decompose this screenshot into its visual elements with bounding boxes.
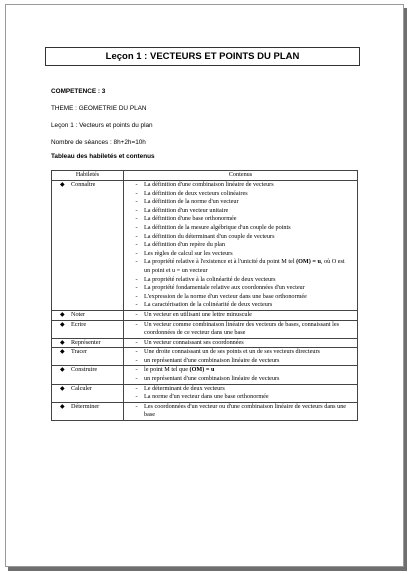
content-text: un représentant d'une combinaison linéaire de vecteurs bbox=[144, 356, 280, 364]
table-header-row bbox=[52, 171, 358, 181]
list-item bbox=[126, 393, 355, 402]
skill-cell bbox=[52, 348, 124, 366]
content-text: La définition d'un vecteur unitaire bbox=[144, 206, 229, 214]
skills-table bbox=[51, 170, 358, 421]
list-item bbox=[126, 321, 355, 338]
list-item bbox=[126, 233, 355, 242]
theme-label: THEME : GEOMETRIE DU PLAN bbox=[51, 105, 147, 112]
dash-marker: - bbox=[135, 301, 138, 309]
content-text: La propriété relative à la colinéarité de deux vecteurs bbox=[144, 275, 276, 283]
list-item bbox=[126, 366, 355, 375]
skill-cell bbox=[52, 366, 124, 384]
dash-marker: - bbox=[135, 249, 138, 257]
list-item bbox=[126, 301, 355, 310]
skill-label: Calculer bbox=[71, 384, 92, 392]
content-text: La définition de la norme d'un vecteur bbox=[144, 198, 239, 206]
contents-cell bbox=[124, 181, 358, 311]
content-text: La définition de deux vecteurs colinéaires bbox=[144, 189, 248, 197]
table-caption: Tableau des habiletés et contenus bbox=[51, 153, 155, 160]
content-text: La définition d'un repère du plan bbox=[144, 241, 226, 249]
skill-label: Représenter bbox=[71, 338, 101, 346]
diamond-bullet-icon: ◆ bbox=[60, 403, 65, 410]
table-row bbox=[52, 348, 358, 366]
dash-marker: - bbox=[135, 189, 138, 197]
skill-label: Construire bbox=[71, 366, 98, 374]
content-text: Les règles de calcul sur les vecteurs bbox=[144, 249, 233, 257]
dash-marker: - bbox=[135, 384, 138, 392]
diamond-bullet-icon: ◆ bbox=[60, 349, 65, 356]
diamond-bullet-icon: ◆ bbox=[60, 339, 65, 346]
list-item bbox=[126, 339, 355, 348]
dash-marker: - bbox=[135, 241, 138, 249]
header-contents: Contenus bbox=[124, 171, 358, 181]
skill-label: Connaître bbox=[71, 181, 96, 188]
dash-marker: - bbox=[135, 320, 138, 328]
dash-marker: - bbox=[135, 393, 138, 401]
content-text: Une droite connaissant un de ses points et un de ses vecteurs directeurs bbox=[144, 348, 320, 356]
skill-cell bbox=[52, 338, 124, 348]
list-item bbox=[126, 215, 355, 224]
dash-marker: - bbox=[135, 366, 138, 374]
content-text: Un vecteur comme combinaison linéaire des vecteurs de bases, connaissant les coordonnées de ce vecteur dans une base bbox=[144, 320, 340, 337]
content-text: Un vecteur en utilisant une lettre minuscule bbox=[144, 310, 252, 318]
table-row bbox=[52, 181, 358, 311]
dash-marker: - bbox=[135, 284, 138, 292]
list-item bbox=[126, 385, 355, 394]
dash-marker: - bbox=[135, 375, 138, 383]
sessions-label: Nombre de séances : 8h+2h=10h bbox=[51, 139, 146, 146]
content-text: La caractérisation de la colinéarité de deux vecteurs bbox=[144, 301, 273, 309]
dash-marker: - bbox=[135, 206, 138, 214]
contents-cell bbox=[124, 402, 358, 420]
skill-cell bbox=[52, 310, 124, 320]
list-item bbox=[126, 375, 355, 384]
dash-marker: - bbox=[135, 198, 138, 206]
table-row bbox=[52, 338, 358, 348]
skill-label: Ecrire bbox=[71, 320, 87, 328]
content-text: La définition d'une combinaison linéaire de vecteurs bbox=[144, 181, 274, 188]
skill-cell bbox=[52, 384, 124, 402]
table-row bbox=[52, 320, 358, 338]
list-item bbox=[126, 181, 355, 190]
list-item bbox=[126, 403, 355, 420]
list-item bbox=[126, 357, 355, 366]
content-text: La définition d'une base orthonormée bbox=[144, 215, 237, 223]
dash-marker: - bbox=[135, 258, 138, 266]
diamond-bullet-icon: ◆ bbox=[60, 385, 65, 392]
table-row bbox=[52, 310, 358, 320]
list-item bbox=[126, 311, 355, 320]
skill-label: Tracer bbox=[71, 348, 87, 356]
dash-marker: - bbox=[135, 223, 138, 231]
content-text: La norme d'un vecteur dans une base orthonormée bbox=[144, 393, 269, 401]
list-item bbox=[126, 276, 355, 285]
header-skills: Habiletés bbox=[52, 171, 124, 181]
list-item bbox=[126, 250, 355, 259]
content-text: un représentant d'une combinaison linéaire de vecteurs bbox=[144, 375, 280, 383]
content-text: le point M tel que (OM) = u bbox=[144, 366, 215, 374]
table-body bbox=[52, 181, 358, 421]
dash-marker: - bbox=[135, 402, 138, 410]
dash-marker: - bbox=[135, 215, 138, 223]
table-row bbox=[52, 366, 358, 384]
contents-cell bbox=[124, 366, 358, 384]
lesson-label: Leçon 1 : Vecteurs et points du plan bbox=[51, 122, 153, 129]
dash-marker: - bbox=[135, 292, 138, 300]
skill-label: Noter bbox=[71, 310, 86, 318]
contents-cell bbox=[124, 348, 358, 366]
skill-cell bbox=[52, 181, 124, 311]
list-item bbox=[126, 241, 355, 250]
dash-marker: - bbox=[135, 338, 138, 346]
dash-marker: - bbox=[135, 310, 138, 318]
dash-marker: - bbox=[135, 275, 138, 283]
list-item bbox=[126, 258, 355, 275]
table-row bbox=[52, 402, 358, 420]
content-text: Les coordonnées d'un vecteur ou d'une combinaison linéaire de vecteurs dans une base bbox=[144, 402, 347, 419]
list-item bbox=[126, 190, 355, 199]
contents-cell bbox=[124, 320, 358, 338]
dash-marker: - bbox=[135, 181, 138, 188]
table-row bbox=[52, 384, 358, 402]
list-item bbox=[126, 293, 355, 302]
list-item bbox=[126, 224, 355, 233]
list-item bbox=[126, 207, 355, 216]
diamond-bullet-icon: ◆ bbox=[60, 367, 65, 374]
list-item bbox=[126, 348, 355, 357]
diamond-bullet-icon: ◆ bbox=[60, 321, 65, 328]
skill-cell bbox=[52, 320, 124, 338]
diamond-bullet-icon: ◆ bbox=[60, 182, 65, 188]
list-item bbox=[126, 198, 355, 207]
diamond-bullet-icon: ◆ bbox=[60, 311, 65, 318]
content-text: La propriété fondamentale relative aux coordonnées d'un vecteur bbox=[144, 284, 305, 292]
skill-cell bbox=[52, 402, 124, 420]
lesson-title: Leçon 1 : VECTEURS ET POINTS DU PLAN bbox=[45, 47, 360, 66]
content-text: L'expression de la norme d'un vecteur dans une base orthonormée bbox=[144, 292, 307, 300]
list-item bbox=[126, 284, 355, 293]
contents-cell bbox=[124, 338, 358, 348]
dash-marker: - bbox=[135, 348, 138, 356]
content-text: Le déterminant de deux vecteurs bbox=[144, 384, 225, 392]
dash-marker: - bbox=[135, 232, 138, 240]
dash-marker: - bbox=[135, 356, 138, 364]
skill-label: Déterminer bbox=[71, 402, 100, 410]
content-text: La propriété relative à l'existence et à l'unicité du point M tel (OM) = u, où O est un point et u = un vecteur bbox=[144, 258, 345, 274]
contents-cell bbox=[124, 310, 358, 320]
contents-cell bbox=[124, 384, 358, 402]
content-text: La définition de la mesure algébrique d'un couple de points bbox=[144, 223, 291, 231]
competence-label: COMPETENCE : 3 bbox=[51, 88, 106, 95]
content-text: Un vecteur connaissant ses coordonnées bbox=[144, 338, 244, 346]
content-text: La définition du déterminant d'un couple de vecteurs bbox=[144, 232, 275, 240]
